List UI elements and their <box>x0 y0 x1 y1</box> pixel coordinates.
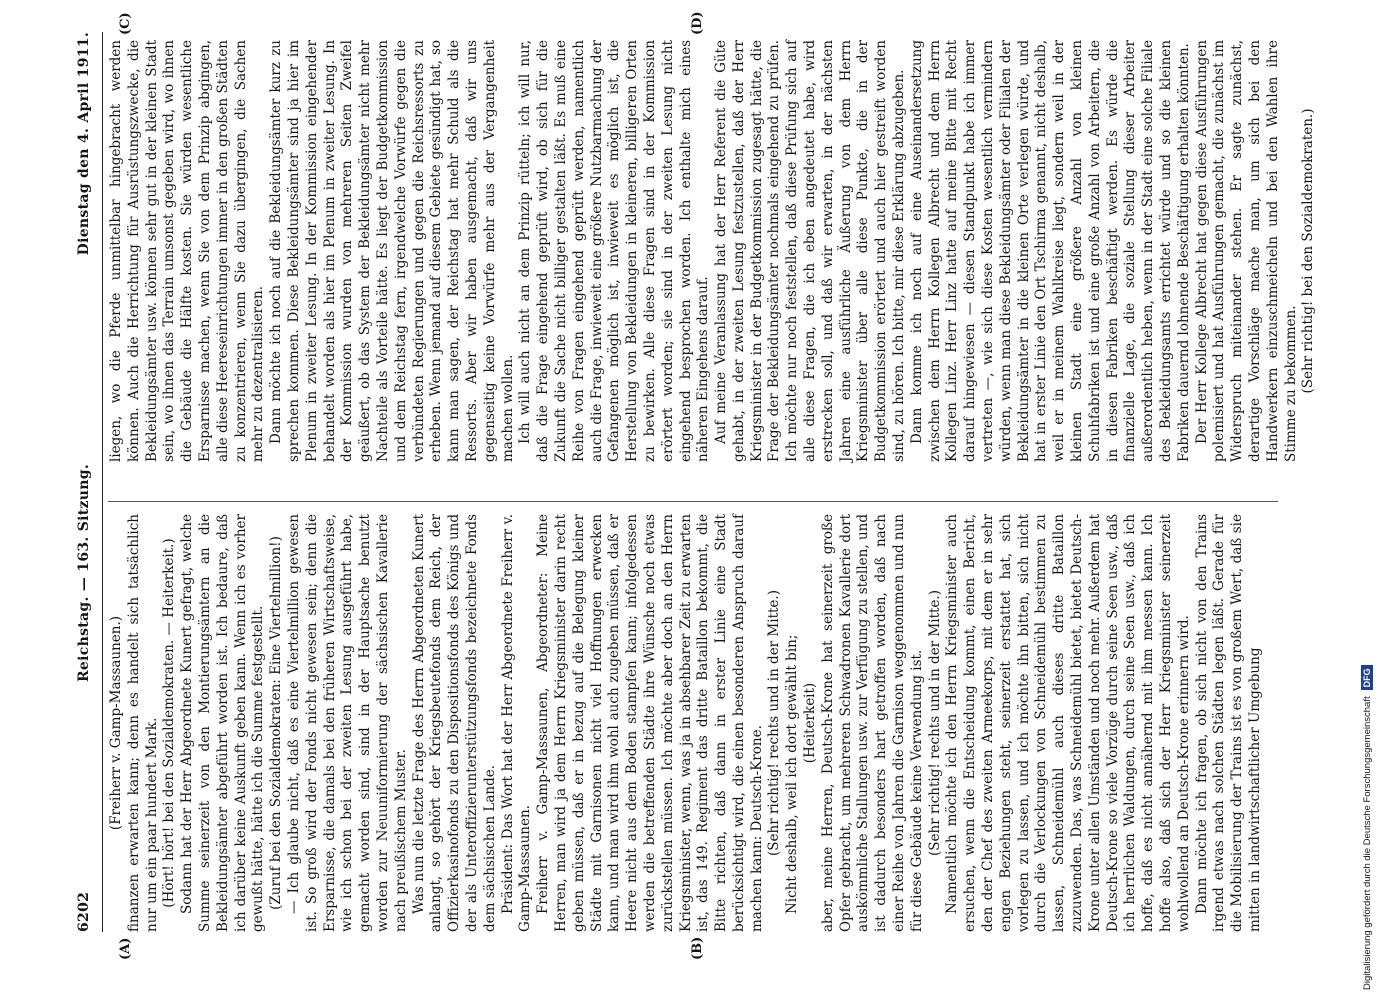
paragraph: Nicht deshalb, weil ich dort gewählt bin; <box>784 634 801 914</box>
paragraph: Auf meine Veranlassung hat der Herr Referent die Güte gehabt, in der zweiten Lesung festzustellen, daß der Herr Kriegsminister in der Budgetkommission zugesagt hätte, die Frage der Bekleidungsämter nochmals eingehend zu prüfen. Ich möchte nur noch feststellen, daß diese Prüfung sich auf alle diese Fragen, die ich eben angedeutet habe, wird erstrecken soll, und daß wir erwarten, in der nächsten Jahren eine ausführliche Äußerung von dem Herrn Kriegsminister über alle diese Punkte, die in der Budgetkommission erörtert und auch hier gestreift worden sind, zu hören. Ich bitte, mir diese Erklärung abzugeben. <box>713 40 908 462</box>
credit-text: Digitalisierung gefördert durch die Deutsche Forschungsgemeinschaft <box>1361 696 1373 990</box>
left-column <box>108 514 1278 932</box>
paragraph: Sodann hat der Herr Abgeordnete Kunert gefragt, welche Summe seinerzeit von den Montierungsämtern an die Bekleidungsämter abgeführt worden ist. Ich bedaure, daß ich darüber keine Auskunft geben kann. Wenn ich es vorher gewußt hätte, hätte ich die Summe festgestellt. <box>179 514 267 932</box>
paragraph: Der Herr Kollege Albrecht hat gegen diese Ausführungen polemisiert und hat Ausführungen gemacht, die zunächst im Widerspruch miteinander stehen. Er sagte zunächst, derartige Vorschläge mache man, um sich bei den Handwerkern einzuschmeicheln und bei den Wahlen ihre Stimme zu bekommen. <box>1193 40 1299 462</box>
paragraph: finanzen erwarten kann; denn es handelt sich tatsächlich nur um ein paar hundert Mark. <box>125 514 160 932</box>
paragraph: Namentlich möchte ich den Herrn Kriegsminister auch ersuchen, wenn die Entscheidung kommt, einen Bericht, den der Chef des zweiten Armeekorps, mit dem er in sehr engen Beziehungen steht, seinerzeit erstattet hat, sich vorlegen zu lassen, und ich möchte ihn bitten, sich nicht durch die Verlockungen von Schneidemühl bestimmen zu lassen, Schneidemühl auch dieses dritte Bataillon zuzuwenden. Das, was Schneidemühl bietet, bietet Deutsch-Krone unter allen Umständen und noch mehr. Außerdem hat Deutsch-Krone so viele Vorzüge durch seine Seen usw., daß ich herrlichen Waldungen, durch seine Seen usw., daß ich hoffe, daß es nicht annähernd mit ihm messen kann. Ich hoffe also, daß sich der Herr Kriegsminister seinerzeit wohlwollend an Deutsch-Krone erinnern wird. <box>944 514 1192 932</box>
paragraph: — Ich glaube nicht, daß es eine Viertelmillion gewesen ist. So groß wird der Fonds nicht gewesen sein; denn die Ersparnisse, die damals bei den früheren Wirtschaftsweise, wie ich schon bei der zweiten Lesung ausgeführt habe, gemacht worden sind, sind in der Hauptsache benutzt worden zur Neuuniformierung der sächsischen Kavallerie nach preußischem Muster. <box>285 514 409 932</box>
dfg-logo: DFG <box>1361 665 1373 690</box>
interjection: (Sehr richtig! rechts und in der Mitte.) <box>766 590 783 856</box>
paragraph: Freiherr v. Gamp-Massaunen, Abgeordneter: Meine Herren, man wird ja dem Herrn Kriegsminister darin recht geben müssen, daß er in bezug auf die Belegung kleiner Städte mit Garnisonen nicht viel Hoffnungen erwecken kann, und man wird ihm wohl auch zugeben müssen, daß er Heere nicht aus dem Boden stampfen kann; infolgedessen werden die betreffenden Städte ihre Wünsche noch etwas zurückstellen müssen. Ich möchte aber doch an den Herrn Kriegsminister, wenn, was ja in absehbarer Zeit zu erwarten ist, das 149. Regiment das dritte Bataillon bekommt, die Bitte richten, daß dann in erster Linie eine Stadt berücksichtigt wird, die einen besonderen Anspruch darauf machen kann: Deutsch-Krone. <box>535 514 765 932</box>
paragraph: Dann möchte ich noch auf die Bekleidungsämter kurz zu sprechen kommen. Diese Bekleidungsämter sind ja hier im Plenum in zweiter Lesung. In der Kommission eingehender behandelt worden als hier im Plenum in zweiter Lesung. In der Kommission wurden von mehreren Seiten Zweifel geäußert, ob das System der Bekleidungsämter nicht mehr Nachteile als Vorteile hätte. Es liegt der Budgetkommission und dem Reichstag fern, irgendwelche Vorwürfe gegen die verbündeten Regierungen und gegen die Reichsressorts zu erheben. Wenn jemand auf diesem Gebiete gesündigt hat, so kann man sagen, der Reichstag hat mehr Schuld als die Ressorts. Aber wir haben ausgemacht, daß wir uns gegenseitig keine Vorwürfe mehr aus der Vergangenheit machen wollen. <box>268 40 516 462</box>
digitization-credit-text <box>1357 10 1377 990</box>
speaker-announcement: Präsident: Das Wort hat der Herr Abgeordnete Freiherr v. Gamp-Massaunen. <box>499 514 534 932</box>
paragraph: (Freiherr v. Gamp-Massaunen.) <box>108 615 124 831</box>
interjection: (Zuruf bei den Sozialdemokraten: Eine Viertelmillion!) <box>268 536 285 910</box>
margin-mark-a: (A) <box>118 937 133 960</box>
right-column <box>108 40 1317 462</box>
page-header <box>70 32 100 932</box>
paragraph: liegen, wo die Pferde unmittelbar hingebracht werden können. Auch die Herrichtung für Ausrüstungszwecke, die Bekleidungsämter usw. können sehr gut in der kleinen Stadt sein, wo ihnen das Terrain umsonst gegeben wird, wo ihnen die Gebäude die Hälfte kosten. Sie würden wesentliche Ersparnisse machen, wenn Sie von dem Prinzip abgingen, alle diese Heereseinrichtungen immer in den großen Städten zu konzentrieren, wenn Sie dazu übergingen, die Sachen mehr zu dezentralisieren. <box>108 40 267 462</box>
paragraph: Was nun die letzte Frage des Herrn Abgeordneten Kunert anlangt, so gehört der Kriegsbeutefonds dem Reich, der Offizierkasinofonds zu den Dispositionsfonds des Königs und der als Unteroffizierunterstützungsfonds bezeichnete Fonds dem sächsischen Lande. <box>410 514 498 932</box>
paragraph: Dann komme ich noch auf eine Auseinandersetzung zwischen dem Herrn Kollegen Albrecht und dem Herrn Kollegen Linz. Herr Linz hatte auf meine Bitte mit Recht darauf hingewiesen — diesen Standpunkt habe ich immer vertreten —, wie sich diese Kosten wesentlich vermindern würden, wenn man diese Bekleidungsämter oder Filialen der Bekleidungsämter in die kleinen Orte verlegen würde, und hat in erster Linie den Ort Tschirma genannt, nicht deshalb, weil er in meinem Wahlkreise liegt, sondern weil in der kleinen Stadt eine größere Anzahl von kleinen Schuhfabriken ist und eine große Anzahl von Arbeitern, die in diesen Fabriken beschäftigt werden. Es würde die finanzielle Lage, die soziale Stellung dieser Arbeiter außerordentlich heben, wenn in der Stadt eine solche Filiale des Bekleidungsamts errichtet würde und so die kleinen Fabriken dauernd lohnende Beschäftigung erhalten könnten. <box>908 40 1192 462</box>
paragraph: Dann möchte ich fragen, ob sich nicht von den Trains irgend etwas nach solchen Städten legen läßt. Gerade für die Mobilisierung der Trains ist es von großem Wert, daß sie mitten in landwirtschaftlicher Umgebung <box>1193 514 1263 932</box>
digitization-credit <box>1357 10 1377 990</box>
margin-mark-c: (C) <box>118 12 133 35</box>
running-title: Reichstag. — 163. Sitzung. <box>76 463 92 682</box>
page-number: 6202 <box>76 891 92 932</box>
session-date: Dienstag den 4. April 1911. <box>76 32 92 256</box>
column-divider <box>108 501 1278 502</box>
paragraph: aber, meine Herren, Deutsch-Krone hat seinerzeit große Opfer gebracht, um mehreren Schwadronen Kavallerie dort auskömmliche Stallungen usw. zur Verfügung zu stellen, und ist dadurch besonders hart getroffen worden, daß nach einer Reihe von Jahren die Garnison weggenommen und nun für diese Gebäude keine Verwendung ist. <box>819 514 925 932</box>
margin-mark-b: (B) <box>690 936 705 960</box>
paragraph: Ich will auch nicht an dem Prinzip rütteln; ich will nur, daß die Frage eingehend geprüft wird, ob sich für die Zukunft die Sache nicht billiger gestalten läßt. Es muß eine Reihe von Fragen eingehend geprüft werden, namentlich auch die Frage, inwieweit eine größere Nutzbarmachung der Gefangenen möglich ist, inwieweit es möglich ist, die Herstellung von Bekleidungen in kleineren, billigeren Orten zu bewirken. Alle diese Fragen sind in der Kommission erörtert worden; sie sind in der zweiten Lesung nicht eingehend besprochen worden. Ich enthalte mich eines näheren Eingehens darauf. <box>517 40 712 462</box>
margin-mark-d: (D) <box>690 11 705 35</box>
header-rule <box>102 32 103 932</box>
interjection: (Heiterkeit) <box>802 682 819 764</box>
interjection: (Hört! hört! bei den Sozialdemokraten. — Heiterkeit.) <box>161 538 178 908</box>
interjection: (Sehr richtig! bei den Sozialdemokraten.) <box>1300 108 1317 394</box>
interjection: (Sehr richtig! rechts und in der Mitte.) <box>926 590 943 856</box>
